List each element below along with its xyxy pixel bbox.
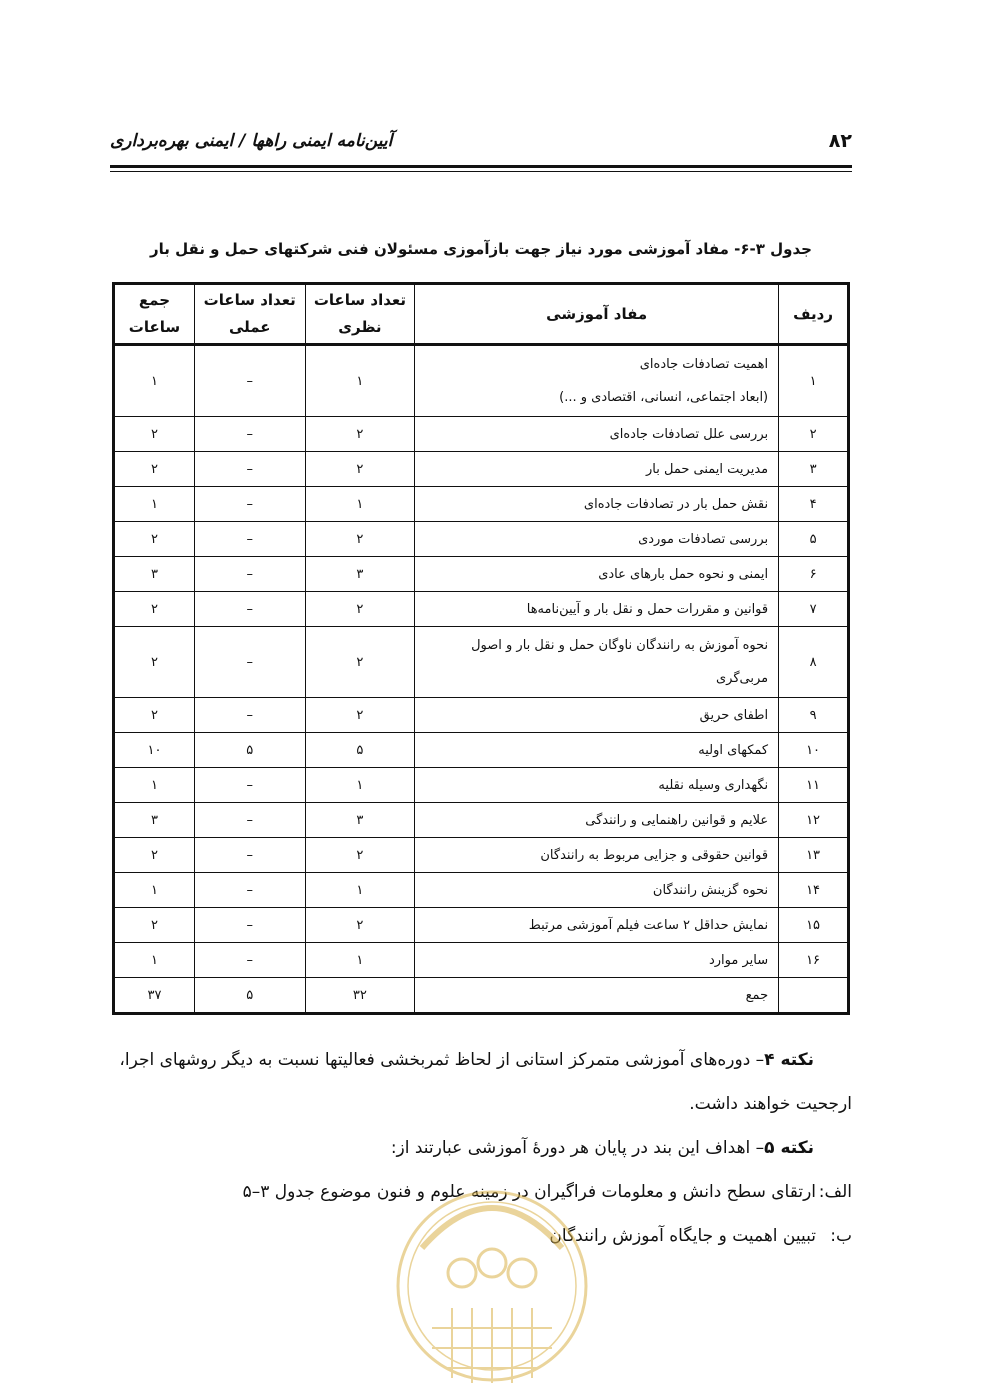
- row-theory: ۱: [305, 487, 415, 522]
- sum-row-label: جمع: [415, 978, 779, 1014]
- item-b-text: تبیین اهمیت و جایگاه آموزش رانندگان: [549, 1226, 816, 1246]
- item-a-letter: الف:: [818, 1182, 852, 1202]
- row-topic-line2: (ابعاد اجتماعی، انسانی، اقتصادی و ...): [559, 390, 769, 405]
- item-b-letter: ب:: [830, 1226, 852, 1246]
- row-theory: ۲: [305, 417, 415, 452]
- row-theory: ۲: [305, 522, 415, 557]
- table-row: [114, 768, 849, 803]
- header-topic: مفاد آموزشی: [415, 284, 779, 345]
- row-theory: ۱: [305, 345, 415, 417]
- row-topic: نمایش حداقل ۲ ساعت فیلم آموزشی مرتبط: [415, 908, 779, 943]
- row-total: ۳: [114, 803, 195, 838]
- header-total-hours: [114, 284, 195, 345]
- row-total: ۱۰: [114, 733, 195, 768]
- note-5: [110, 1126, 852, 1170]
- row-practical: ۵: [194, 733, 305, 768]
- row-topic: کمکهای اولیه: [415, 733, 779, 768]
- row-number: ۱۱: [779, 768, 849, 803]
- row-topic: سایر موارد: [415, 943, 779, 978]
- row-topic-line1: نحوه آموزش به رانندگان ناوگان حمل و نقل بار و اصول: [471, 638, 769, 653]
- row-practical: –: [194, 452, 305, 487]
- row-practical: –: [194, 487, 305, 522]
- header-theory-hours: [305, 284, 415, 345]
- row-practical: –: [194, 838, 305, 873]
- running-title: آیین‌نامه ایمنی راهها / ایمنی بهره‌برداری: [110, 131, 393, 151]
- row-theory: ۳: [305, 803, 415, 838]
- row-total: ۱: [114, 487, 195, 522]
- row-theory: ۲: [305, 452, 415, 487]
- table-row: [114, 487, 849, 522]
- header-total-line1: جمع: [138, 291, 171, 309]
- row-number: ۹: [779, 698, 849, 733]
- header-rule-thin: [110, 171, 852, 172]
- row-theory: ۲: [305, 838, 415, 873]
- sum-total: ۳۷: [114, 978, 195, 1014]
- row-number: ۴: [779, 487, 849, 522]
- row-topic: ایمنی و نحوه حمل بارهای عادی: [415, 557, 779, 592]
- row-number: ۱۳: [779, 838, 849, 873]
- row-total: ۱: [114, 768, 195, 803]
- table-row: [114, 627, 849, 698]
- note-4-continuation: ارجحیت خواهند داشت.: [689, 1094, 852, 1114]
- row-number: ۱۵: [779, 908, 849, 943]
- table-row: [114, 592, 849, 627]
- page-number: ۸۲: [828, 130, 852, 152]
- row-total: ۲: [114, 838, 195, 873]
- row-practical: –: [194, 768, 305, 803]
- row-topic: قوانین و مقررات حمل و نقل بار و آیین‌نامه‌ها: [415, 592, 779, 627]
- header-rule-thick: [110, 165, 852, 168]
- row-theory: ۲: [305, 698, 415, 733]
- row-topic: [415, 627, 779, 698]
- table-row: [114, 698, 849, 733]
- row-practical: –: [194, 943, 305, 978]
- table-row: [114, 452, 849, 487]
- row-total: ۲: [114, 417, 195, 452]
- row-theory: ۱: [305, 768, 415, 803]
- table-row: [114, 873, 849, 908]
- row-total: ۲: [114, 452, 195, 487]
- row-topic-line1: اهمیت تصادفات جاده‌ای: [639, 357, 769, 372]
- row-practical: –: [194, 803, 305, 838]
- row-theory: ۵: [305, 733, 415, 768]
- table-row: [114, 838, 849, 873]
- row-total: ۱: [114, 345, 195, 417]
- header-theory-line1: تعداد ساعات: [313, 291, 406, 309]
- row-total: ۱: [114, 873, 195, 908]
- row-practical: –: [194, 417, 305, 452]
- row-total: ۲: [114, 908, 195, 943]
- header-practical-hours: [194, 284, 305, 345]
- training-topics-table: [112, 282, 850, 1015]
- row-number: ۱۶: [779, 943, 849, 978]
- row-practical: –: [194, 345, 305, 417]
- row-number: ۱۴: [779, 873, 849, 908]
- row-total: ۲: [114, 522, 195, 557]
- table-row: [114, 908, 849, 943]
- row-topic: نحوه گزینش رانندگان: [415, 873, 779, 908]
- row-topic: نگهداری وسیله نقلیه: [415, 768, 779, 803]
- row-total: ۲: [114, 592, 195, 627]
- header-practical-line2: عملی: [228, 318, 271, 336]
- row-number: ۳: [779, 452, 849, 487]
- table-row: [114, 557, 849, 592]
- row-theory: ۳: [305, 557, 415, 592]
- row-number: ۸: [779, 627, 849, 698]
- note-5-label: نکته ۵: [764, 1138, 814, 1158]
- row-theory: ۲: [305, 908, 415, 943]
- table-header-row: [114, 284, 849, 345]
- table-caption: جدول ۳-۶- مفاد آموزشی مورد نیاز جهت بازآموزی مسئولان فنی شرکتهای حمل و نقل بار: [150, 240, 812, 258]
- row-theory: ۲: [305, 627, 415, 698]
- sum-practical: ۵: [194, 978, 305, 1014]
- note-4-label: نکته ۴: [764, 1050, 814, 1070]
- row-number: ۱۲: [779, 803, 849, 838]
- row-practical: –: [194, 522, 305, 557]
- table-row: [114, 345, 849, 417]
- sum-row-number: [779, 978, 849, 1014]
- row-topic-line2: مربی‌گری: [715, 671, 769, 686]
- sum-theory: ۳۲: [305, 978, 415, 1014]
- row-total: ۳: [114, 557, 195, 592]
- note-4: [110, 1038, 852, 1082]
- row-number: ۲: [779, 417, 849, 452]
- row-topic: علایم و قوانین راهنمایی و رانندگی: [415, 803, 779, 838]
- row-topic: مدیریت ایمنی حمل بار: [415, 452, 779, 487]
- note-5-text: – اهداف این بند در پایان هر دورهٔ آموزشی عبارتند از:: [390, 1138, 765, 1158]
- row-theory: ۲: [305, 592, 415, 627]
- row-practical: –: [194, 908, 305, 943]
- row-practical: –: [194, 627, 305, 698]
- row-number: ۷: [779, 592, 849, 627]
- header-theory-line2: نظری: [338, 318, 382, 336]
- row-number: ۵: [779, 522, 849, 557]
- row-topic: نقش حمل بار در تصادفات جاده‌ای: [415, 487, 779, 522]
- table-sum-row: [114, 978, 849, 1014]
- row-topic: بررسی تصادفات موردی: [415, 522, 779, 557]
- table-row: [114, 522, 849, 557]
- item-a-text: ارتقای سطح دانش و معلومات فراگیران در زمینه علوم و فنون موضوع جدول ۳–۵: [242, 1182, 816, 1202]
- row-practical: –: [194, 592, 305, 627]
- row-practical: –: [194, 557, 305, 592]
- header-row-number: ردیف: [779, 284, 849, 345]
- row-topic: اطفای حریق: [415, 698, 779, 733]
- note-4-text: – دوره‌های آموزشی متمرکز استانی از لحاظ ثمربخشی فعالیتها نسبت به دیگر روشهای اجرا،: [119, 1050, 765, 1070]
- row-topic: بررسی علل تصادفات جاده‌ای: [415, 417, 779, 452]
- row-number: ۶: [779, 557, 849, 592]
- row-number: ۱۰: [779, 733, 849, 768]
- table-row: [114, 733, 849, 768]
- row-total: ۱: [114, 943, 195, 978]
- table-row: [114, 417, 849, 452]
- table-row: [114, 943, 849, 978]
- header-total-line2: ساعات: [128, 318, 181, 336]
- row-theory: ۱: [305, 873, 415, 908]
- row-topic: قوانین حقوقی و جزایی مربوط به رانندگان: [415, 838, 779, 873]
- row-total: ۲: [114, 627, 195, 698]
- row-theory: ۱: [305, 943, 415, 978]
- row-total: ۲: [114, 698, 195, 733]
- page-header: [110, 128, 852, 158]
- header-practical-line1: تعداد ساعات: [203, 291, 296, 309]
- row-practical: –: [194, 873, 305, 908]
- row-practical: –: [194, 698, 305, 733]
- publisher-seal-icon: [392, 1178, 592, 1388]
- row-topic: [415, 345, 779, 417]
- table-row: [114, 803, 849, 838]
- row-number: ۱: [779, 345, 849, 417]
